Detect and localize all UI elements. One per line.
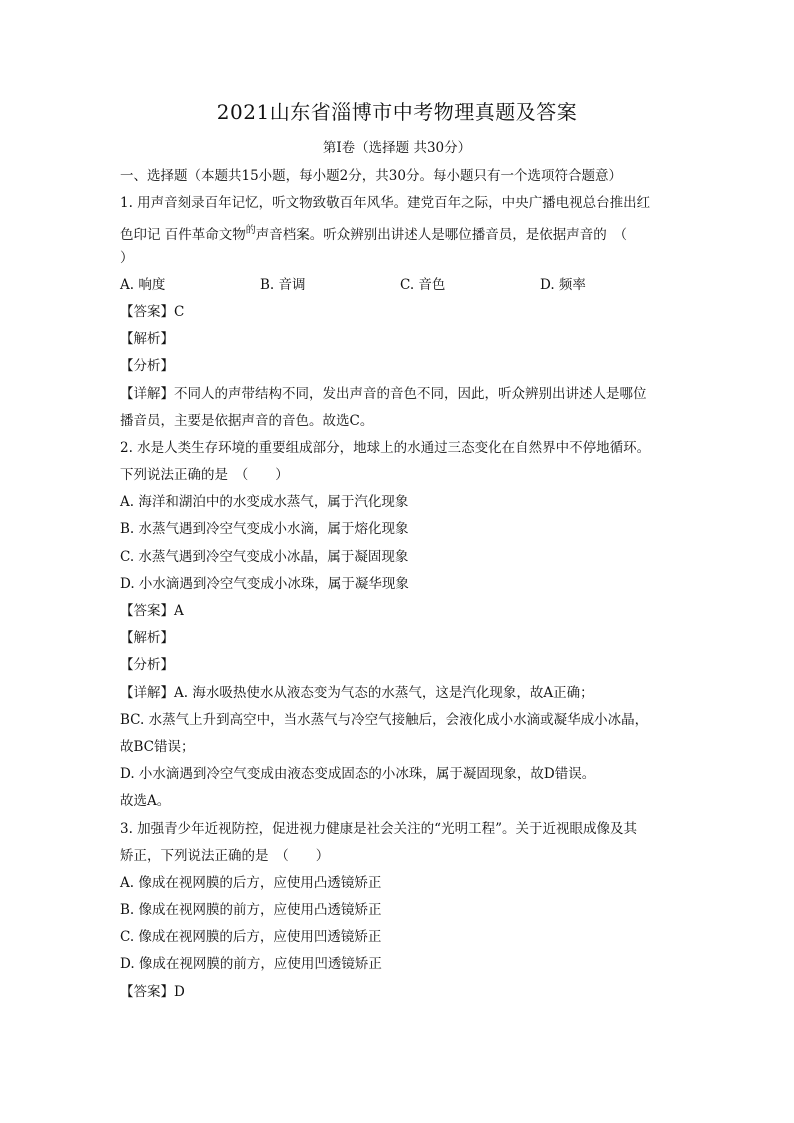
question-1-options — [120, 272, 680, 299]
question-1-stem-line-3: ） — [120, 249, 134, 266]
question-2-option-d: D. 小水滴遇到冷空气变成小冰珠，属于凝华现象 — [120, 575, 409, 592]
document-title: 2021山东省淄博市中考物理真题及答案 — [216, 100, 578, 124]
question-1 — [120, 190, 680, 435]
question-1-answer: 【答案】C — [120, 303, 185, 320]
question-2-stem-line-2: 下列说法正确的是 （ ） — [120, 467, 289, 484]
question-2-detail-line-3: 故BC错误； — [120, 738, 195, 755]
question-2 — [120, 435, 680, 816]
question-3-stem-line-1: 3. 加强青少年近视防控，促进视力健康是社会关注的“光明工程”。关于近视眼成像及其 — [120, 820, 637, 837]
question-2-conclusion: 故选A。 — [120, 793, 171, 810]
question-1-stem-line-2 — [120, 217, 680, 244]
question-2-option-c: C. 水蒸气遇到冷空气变成小冰晶，属于凝固现象 — [120, 548, 409, 565]
question-1-analysis-heading: 【解析】 — [120, 331, 174, 348]
question-1-option-a: A. 响度 — [120, 276, 166, 293]
question-1-stem-line-1: 1. 用声音刻录百年记忆，听文物致敬百年风华。建党百年之际，中央广播电视总台推出红 — [120, 195, 651, 212]
question-2-analysis-heading: 【解析】 — [120, 630, 174, 647]
question-2-breakdown-heading: 【分析】 — [120, 657, 174, 674]
question-2-detail-line-2: BC. 水蒸气上升到高空中，当水蒸气与冷空气接触后，会液化成小水滴或凝华成小冰晶， — [120, 711, 649, 728]
question-2-option-a: A. 海洋和湖泊中的水变成水蒸气，属于汽化现象 — [120, 494, 409, 511]
question-3-option-a: A. 像成在视网膜的后方，应使用凸透镜矫正 — [120, 874, 382, 891]
question-1-detail-line-2: 播音员，主要是依据声音的音色。故选C。 — [120, 412, 374, 429]
question-1-stem-line-2-part-a: 色印记 百件革命文物 — [120, 227, 246, 244]
question-3-option-d: D. 像成在视网膜的前方，应使用凹透镜矫正 — [120, 956, 382, 973]
question-1-option-d: D. 频率 — [540, 276, 586, 293]
question-3-option-b: B. 像成在视网膜的前方，应使用凸透镜矫正 — [120, 902, 382, 919]
section-header: 第Ⅰ卷（选择题 共30分） — [322, 140, 472, 156]
question-1-option-c: C. 音色 — [400, 276, 446, 293]
document-body — [120, 163, 680, 1006]
question-1-option-b: B. 音调 — [260, 276, 306, 293]
question-2-answer: 【答案】A — [120, 603, 184, 619]
question-2-detail-line-1: 【详解】A. 海水吸热使水从液态变为气态的水蒸气，这是汽化现象，故A正确； — [120, 684, 594, 701]
question-2-option-b: B. 水蒸气遇到冷空气变成小水滴，属于熔化现象 — [120, 521, 409, 538]
part-intro: 一、选择题（本题共15小题，每小题2分，共30分。每小题只有一个选项符合题意） — [120, 168, 622, 184]
question-3-option-c: C. 像成在视网膜的后方，应使用凹透镜矫正 — [120, 929, 382, 946]
question-2-stem-line-1: 2. 水是人类生存环境的重要组成部分，地球上的水通过三态变化在自然界中不停地循环。 — [120, 439, 651, 456]
question-1-stem-line-2-part-b: 声音档案。听众辨别出讲述人是哪位播音员，是依据声音的 （ — [255, 227, 628, 244]
question-3-stem-line-2: 矫正，下列说法正确的是 （ ） — [120, 847, 330, 864]
question-1-breakdown-heading: 【分析】 — [120, 358, 174, 375]
question-3-answer: 【答案】D — [120, 983, 185, 1000]
question-1-detail-line-1: 【详解】不同人的声带结构不同，发出声音的音色不同，因此，听众辨别出讲述人是哪位 — [120, 385, 647, 402]
question-2-detail-line-4: D. 小水滴遇到冷空气变成由液态变成固态的小冰珠，属于凝固现象，故D错误。 — [120, 766, 596, 783]
question-1-superscript: 的 — [245, 225, 256, 237]
question-3 — [120, 816, 680, 1006]
